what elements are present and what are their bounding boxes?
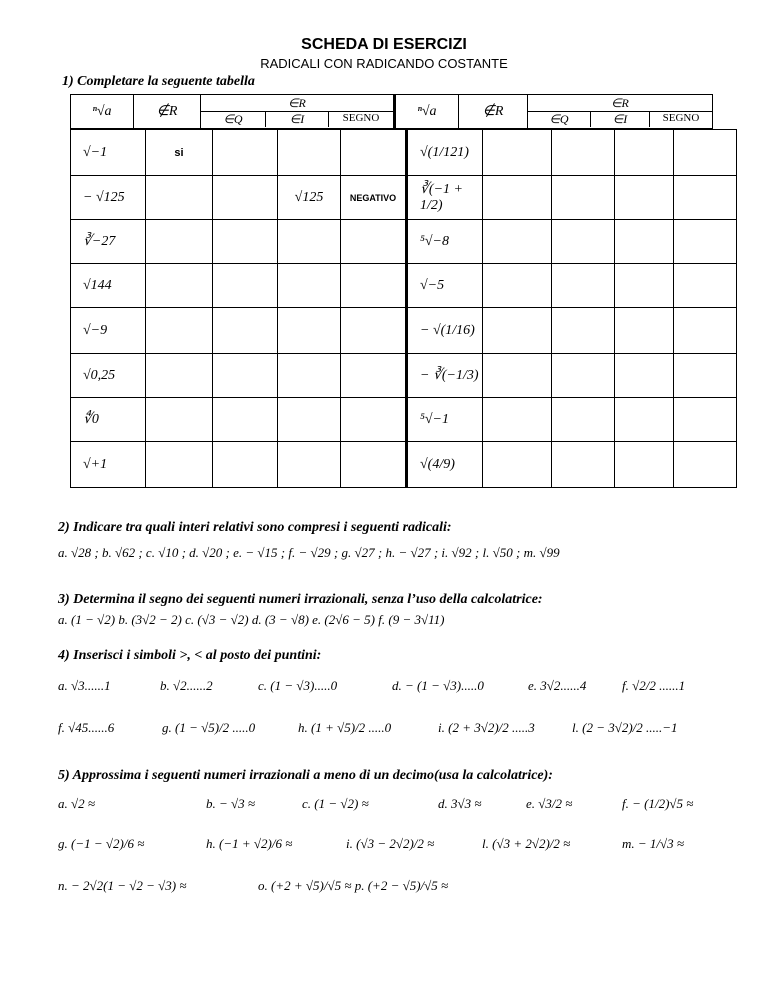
cell-I[interactable] <box>278 176 341 220</box>
right-radical: √(4/9) <box>407 442 483 488</box>
left-radical: √+1 <box>71 442 146 488</box>
col-sign-header-2: SEGNO <box>649 112 712 127</box>
col-Q-header: ∈Q <box>223 112 243 126</box>
cell-notR-2[interactable] <box>483 442 552 488</box>
cell-notR[interactable] <box>146 264 213 308</box>
right-radical: √−5 <box>407 264 483 308</box>
cell-I[interactable] <box>278 130 341 176</box>
right-radical: − ∛(−1/3) <box>407 354 483 398</box>
table-row <box>71 220 737 264</box>
cell-Q-2[interactable] <box>552 442 615 488</box>
cell-sign-2[interactable] <box>674 354 737 398</box>
cell-I[interactable] <box>278 264 341 308</box>
cell-Q[interactable] <box>213 354 278 398</box>
cell-I[interactable] <box>278 442 341 488</box>
cell-Q[interactable] <box>213 264 278 308</box>
cell-notR[interactable] <box>146 398 213 442</box>
cell-Q-2[interactable] <box>552 130 615 176</box>
col-notR-header: ∉R <box>134 95 201 129</box>
q5-m: m. − 1/√3 ≈ <box>622 836 685 851</box>
left-radical: √−9 <box>71 308 146 354</box>
table-row <box>71 442 737 488</box>
answer-sign: NEGATIVO <box>349 192 397 203</box>
cell-sign[interactable] <box>341 176 407 220</box>
q5-g: g. (−1 − √2)/6 ≈ <box>58 836 145 851</box>
cell-notR[interactable] <box>146 442 213 488</box>
col-Q-header-2: ∈Q <box>549 112 569 126</box>
col-sign-header: SEGNO <box>328 112 393 127</box>
col-I-header-2: ∈I <box>590 112 649 127</box>
cell-Q[interactable] <box>213 220 278 264</box>
cell-sign[interactable] <box>341 220 407 264</box>
q5-h: h. (−1 + √2)/6 ≈ <box>206 836 293 851</box>
table-row <box>71 130 737 176</box>
page-subtitle: RADICALI CON RADICANDO COSTANTE <box>260 56 508 71</box>
cell-sign-2[interactable] <box>674 398 737 442</box>
cell-I-2[interactable] <box>615 442 674 488</box>
cell-sign-2[interactable] <box>674 308 737 354</box>
q4-b: b. √2......2 <box>160 678 213 693</box>
cell-I-2[interactable] <box>615 308 674 354</box>
q5-o-p: o. (+2 + √5)/√5 ≈ p. (+2 − √5)/√5 ≈ <box>258 878 449 893</box>
cell-I-2[interactable] <box>615 130 674 176</box>
col-root-header: ⁿ√a <box>71 95 134 129</box>
q5-e: e. √3/2 ≈ <box>526 796 573 811</box>
page-title: SCHEDA DI ESERCIZI <box>301 36 467 53</box>
left-radical: √0,25 <box>71 354 146 398</box>
cell-I[interactable] <box>278 354 341 398</box>
exercise-table <box>70 94 713 129</box>
cell-Q-2[interactable] <box>552 220 615 264</box>
q5-a: a. √2 ≈ <box>58 796 96 811</box>
q5-heading: 5) Approssima i seguenti numeri irrazionali a meno di un decimo(usa la calcolatrice): <box>58 768 553 783</box>
q5-n: n. − 2√2(1 − √2 − √3) ≈ <box>58 878 187 893</box>
q4-heading: 4) Inserisci i simboli >, < al posto dei puntini: <box>58 648 322 663</box>
left-radical: ∛−27 <box>71 220 146 264</box>
cell-sign[interactable] <box>341 308 407 354</box>
q5-d: d. 3√3 ≈ <box>438 796 482 811</box>
q2-list: a. √28 ; b. √62 ; c. √10 ; d. √20 ; e. − √15 ; f. − √29 ; g. √27 ; h. − √27 ; i. √92 ; l. √50 ; m. √99 <box>58 545 560 560</box>
cell-notR[interactable] <box>146 220 213 264</box>
cell-I-2[interactable] <box>615 354 674 398</box>
q1-heading: 1) Completare la seguente tabella <box>62 74 255 89</box>
right-radical: − √(1/16) <box>407 308 483 354</box>
q3-heading: 3) Determina il segno dei seguenti numeri irrazionali, senza l’uso della calcolatrice: <box>58 592 543 607</box>
cell-Q[interactable] <box>213 398 278 442</box>
table-row <box>71 398 737 442</box>
cell-notR-2[interactable] <box>483 264 552 308</box>
cell-Q-2[interactable] <box>552 264 615 308</box>
cell-I-2[interactable] <box>615 220 674 264</box>
cell-I[interactable] <box>278 398 341 442</box>
q4-f: f. √2/2 ......1 <box>622 678 686 693</box>
cell-Q[interactable] <box>213 130 278 176</box>
cell-sign-2[interactable] <box>674 220 737 264</box>
cell-notR-2[interactable] <box>483 354 552 398</box>
cell-Q-2[interactable] <box>552 398 615 442</box>
cell-I-2[interactable] <box>615 176 674 220</box>
cell-sign-2[interactable] <box>674 130 737 176</box>
cell-I-2[interactable] <box>615 264 674 308</box>
table-row <box>71 308 737 354</box>
cell-Q[interactable] <box>213 308 278 354</box>
right-radical: ⁵√−8 <box>407 220 483 264</box>
q4-c: c. (1 − √3).....0 <box>258 678 338 693</box>
cell-I[interactable] <box>278 220 341 264</box>
col-I-header: ∈I <box>265 112 328 127</box>
col-root-header-2: ⁿ√a <box>395 95 459 129</box>
cell-sign[interactable] <box>341 354 407 398</box>
cell-sign[interactable] <box>341 130 407 176</box>
q4-h: h. (1 + √5)/2 .....0 <box>298 720 392 735</box>
cell-sign-2[interactable] <box>674 264 737 308</box>
cell-notR-2[interactable] <box>483 308 552 354</box>
cell-Q-2[interactable] <box>552 354 615 398</box>
q2-heading: 2) Indicare tra quali interi relativi sono compresi i seguenti radicali: <box>58 520 452 535</box>
table-row <box>71 176 737 220</box>
left-radical: √144 <box>71 264 146 308</box>
q4-f2: f. √45......6 <box>58 720 115 735</box>
q4-e: e. 3√2......4 <box>528 678 587 693</box>
q5-i: i. (√3 − 2√2)/2 ≈ <box>346 836 435 851</box>
q3-list: a. (1 − √2) b. (3√2 − 2) c. (√3 − √2) d. (3 − √8) e. (2√6 − 5) f. (9 − 3√11) <box>58 612 445 627</box>
q4-d: d. − (1 − √3).....0 <box>392 678 484 693</box>
cell-notR[interactable] <box>146 130 213 176</box>
table-body <box>70 129 737 488</box>
answer-si: si <box>174 146 184 159</box>
answer-I: √125 <box>294 189 324 205</box>
left-radical: ∜0 <box>71 398 146 442</box>
cell-notR-2[interactable] <box>483 176 552 220</box>
cell-notR-2[interactable] <box>483 220 552 264</box>
left-radical: − √125 <box>71 176 146 220</box>
q5-b: b. − √3 ≈ <box>206 796 256 811</box>
cell-sign-2[interactable] <box>674 176 737 220</box>
q5-l: l. (√3 + 2√2)/2 ≈ <box>482 836 571 851</box>
cell-notR[interactable] <box>146 308 213 354</box>
cell-Q[interactable] <box>213 176 278 220</box>
q4-a: a. √3......1 <box>58 678 111 693</box>
col-R-header: ∈R <box>201 96 393 112</box>
left-radical: √−1 <box>71 130 146 176</box>
col-R-header-2: ∈R <box>528 96 712 112</box>
cell-Q[interactable] <box>213 442 278 488</box>
table-rows <box>70 129 737 488</box>
cell-Q-2[interactable] <box>552 176 615 220</box>
q4-g: g. (1 − √5)/2 .....0 <box>162 720 256 735</box>
cell-I[interactable] <box>278 308 341 354</box>
table-row <box>71 354 737 398</box>
cell-notR[interactable] <box>146 354 213 398</box>
col-notR-header-2: ∉R <box>459 95 528 129</box>
cell-notR-2[interactable] <box>483 398 552 442</box>
q5-f: f. − (1/2)√5 ≈ <box>622 796 694 811</box>
right-radical: √(1/121) <box>407 130 483 176</box>
table-row <box>71 264 737 308</box>
cell-sign[interactable] <box>341 442 407 488</box>
cell-I-2[interactable] <box>615 398 674 442</box>
q5-c: c. (1 − √2) ≈ <box>302 796 369 811</box>
cell-Q-2[interactable] <box>552 308 615 354</box>
cell-sign-2[interactable] <box>674 442 737 488</box>
cell-sign[interactable] <box>341 398 407 442</box>
q4-l: l. (2 − 3√2)/2 .....−1 <box>572 720 678 735</box>
right-radical: ⁵√−1 <box>407 398 483 442</box>
cell-notR-2[interactable] <box>483 130 552 176</box>
right-radical: ∛(−1 + 1/2) <box>407 176 483 220</box>
cell-notR[interactable] <box>146 176 213 220</box>
q4-i: i. (2 + 3√2)/2 .....3 <box>438 720 535 735</box>
cell-sign[interactable] <box>341 264 407 308</box>
